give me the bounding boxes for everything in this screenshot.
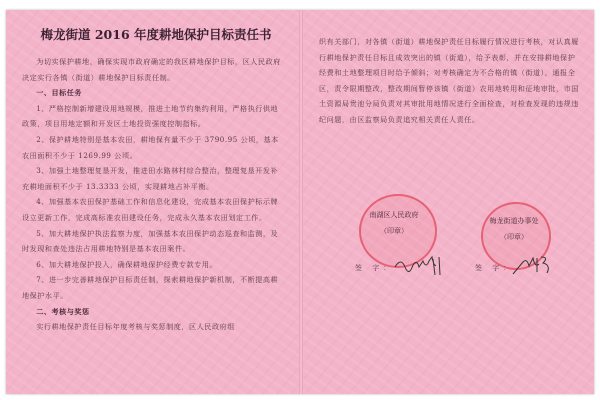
party-a-org: 南湖区人民政府 xyxy=(369,211,419,219)
paragraph: 3、加强土地整理复垦开发，推进田水路林村综合整治，整理复垦开发补充耕地面积不少于 13.3333 公顷，实现耕地占补平衡。 xyxy=(22,166,279,191)
party-b-seal-note: （印章） xyxy=(500,233,528,241)
paragraph: 5、加大耕地保护执法监察力度，加强基本农田保护动态巡查和监测，及时发现和查处违法占用耕地特别是基本农田案件。 xyxy=(22,228,279,254)
paragraph: 为切实保护耕地，确保实现市政府确定的我区耕地保护目标，区人民政府决定实行各镇（街道）耕地保护目标责任制。 xyxy=(22,57,281,82)
paragraph: 1、严格控制新增建设用地规模，推进土地节约集约利用，严格执行供地政策，项目用地定额和开发区土地投资强度控制指标。 xyxy=(22,103,279,129)
paragraph: 2、保护耕地特别是基本农田，耕地保有量不少于 3790.95 公顷，基本农田面积不少于 1269.99 公顷。 xyxy=(22,134,279,160)
party-a-signature xyxy=(393,255,448,277)
left-page xyxy=(6,10,299,394)
paragraph: 4、加强基本农田保护基础工作和信息化建设，完成基本农田保护标示牌设立更新工作，完成高标准农田建设任务，完成永久基本农田划定工作。 xyxy=(22,197,279,222)
party-b-sign-label: 签 字： xyxy=(475,264,515,272)
party-b-signature xyxy=(511,254,561,276)
left-page-body xyxy=(22,54,282,335)
document-title: 梅龙街道 2016 年度耕地保护目标责任书 xyxy=(40,27,272,42)
paragraph: 6、加大耕地保护投入，确保耕地保护经费专款专用。 xyxy=(36,259,218,269)
section-heading: 一、目标任务 xyxy=(36,88,83,98)
section-heading: 二、考核与奖惩 xyxy=(36,306,90,316)
party-a-sign-label: 签 字： xyxy=(355,264,395,272)
paragraph: 7、进一步完善耕地保护目标责任制，探索耕地保护新机制，不断提高耕地保护水平。 xyxy=(22,275,279,300)
continued-paragraph: 织有关部门，对各镇（街道）耕地保护责任目标履行情况进行考核，对认真履行耕地保护责任目标且成效突出的镇（街道），给予表彰，并在安排耕地保护经费和土地整理项目时给予倾斜；对考核确定为不合格的镇（街道），通报全区，责令限期整改，整改期间暂停该镇（街道）农用地转用和征地审批，市国土资源局贵池分局负责对其审批用地情况进行全面检查，对检查发现的违规违纪问题，由区监察局负责追究相关责任人责任。 xyxy=(319,37,579,124)
party-a-seal-note: （印章） xyxy=(380,227,408,235)
right-page xyxy=(303,10,594,394)
right-page-body xyxy=(319,34,581,128)
paragraph: 实行耕地保护责任目标年度考核与奖惩制度，区人民政府组 xyxy=(36,322,235,332)
party-b-org: 梅龙街道办事处 xyxy=(489,217,539,225)
document-spread xyxy=(6,10,594,394)
